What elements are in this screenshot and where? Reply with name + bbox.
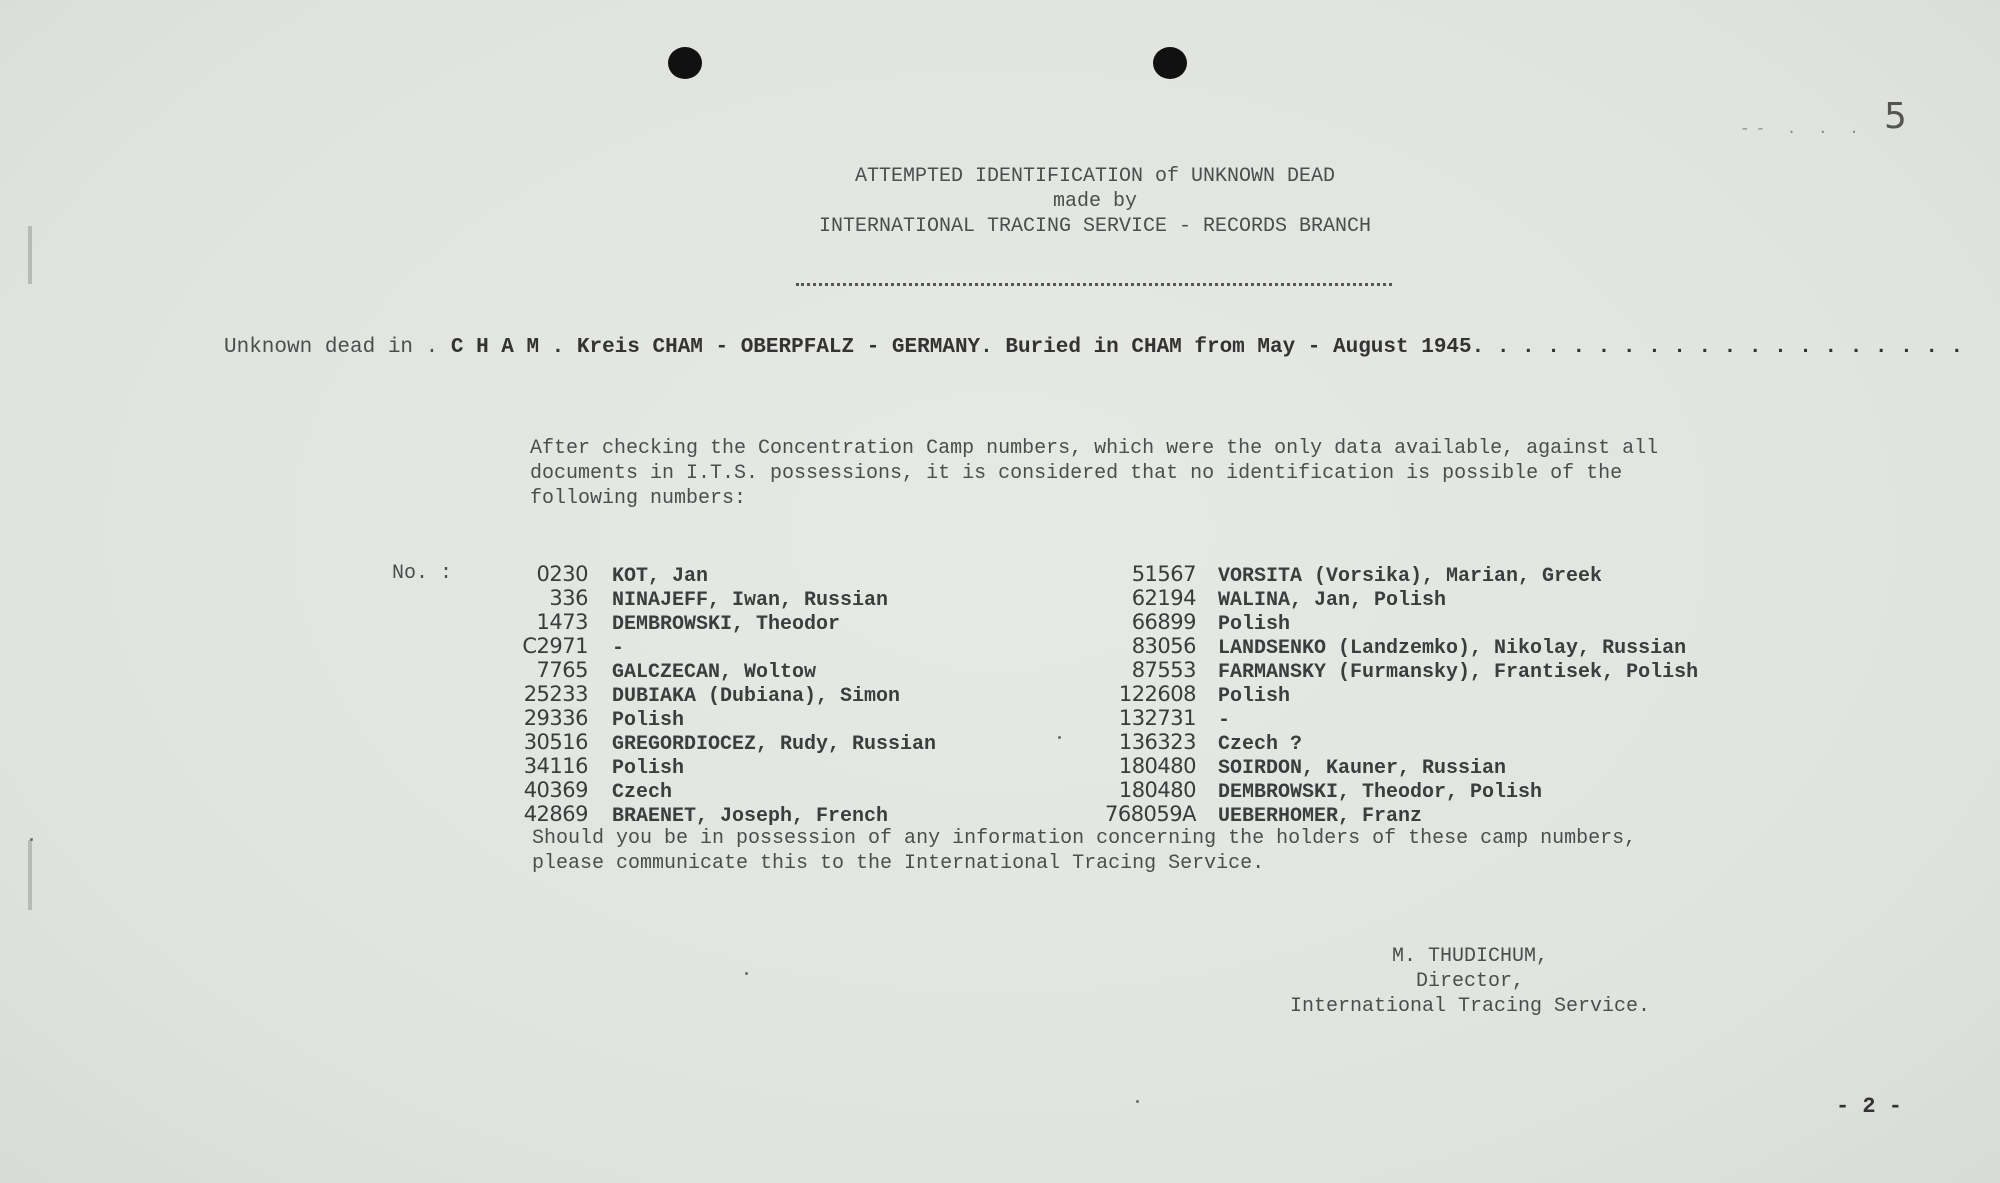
list-item <box>480 658 936 682</box>
camp-number: 136323 <box>1118 730 1196 754</box>
page-number: 5 <box>1884 96 1907 137</box>
entry-name: - <box>612 637 625 660</box>
pencil-mark: -- . . . <box>1740 120 1865 138</box>
edge-mark <box>28 840 32 910</box>
entry-name: LANDSENKO (Landzemko), Nikolay, Russian <box>1218 637 1687 660</box>
list-item <box>480 730 936 754</box>
location-detail: C H A M . Kreis CHAM - OBERPFALZ - GERMANY. Buried in CHAM from May - August 1945. <box>450 336 1485 359</box>
list-item <box>1090 658 1698 682</box>
entry-name: Polish <box>1218 685 1291 708</box>
closing-paragraph <box>532 826 1772 876</box>
entry-name: - <box>1218 709 1231 732</box>
list-item <box>1090 802 1698 826</box>
list-item <box>1090 754 1698 778</box>
entry-name: NINAJEFF, Iwan, Russian <box>612 589 889 612</box>
entry-name: WALINA, Jan, Polish <box>1218 589 1447 612</box>
entry-name: SOIRDON, Kauner, Russian <box>1218 757 1507 780</box>
entry-name: Czech <box>612 781 673 804</box>
camp-number: 51567 <box>1131 562 1196 586</box>
camp-number: 0230 <box>536 562 588 586</box>
header-made-by: made by <box>1052 190 1137 213</box>
intro-line: After checking the Concentration Camp numbers, which were the only data available, against all <box>530 437 1659 460</box>
camp-number: 122608 <box>1118 682 1196 706</box>
camp-number: 25233 <box>523 682 588 706</box>
entry-name: Polish <box>612 709 685 732</box>
location-leader: . . . . . . . . . . . . . . . . . . . <box>1496 336 1964 359</box>
list-item <box>480 682 936 706</box>
list-item <box>480 754 936 778</box>
document-header <box>700 164 1490 239</box>
entry-name: KOT, Jan <box>612 565 709 588</box>
signatory-name: M. THUDICHUM, <box>1391 945 1549 968</box>
camp-number: 768059A <box>1104 802 1196 826</box>
edge-mark <box>28 226 32 284</box>
list-item <box>1090 706 1698 730</box>
intro-line: documents in I.T.S. possessions, it is considered that no identification is possible of the <box>530 462 1623 485</box>
signature-block <box>1260 944 1680 1019</box>
camp-number: 132731 <box>1118 706 1196 730</box>
numbers-list-right <box>1090 562 1698 826</box>
camp-number: 40369 <box>523 778 588 802</box>
camp-number: 62194 <box>1131 586 1196 610</box>
entry-name: GREGORDIOCEZ, Rudy, Russian <box>612 733 937 756</box>
location-prefix: Unknown dead in . <box>224 336 439 359</box>
camp-number: 66899 <box>1131 610 1196 634</box>
header-title: ATTEMPTED IDENTIFICATION of UNKNOWN DEAD <box>854 165 1336 188</box>
entry-name: Polish <box>612 757 685 780</box>
camp-number: 180480 <box>1118 778 1196 802</box>
camp-number: 34116 <box>523 754 588 778</box>
intro-paragraph <box>530 436 1760 511</box>
entry-name: Polish <box>1218 613 1291 636</box>
location-line <box>224 336 1963 359</box>
intro-line: following numbers: <box>530 487 747 510</box>
paper-speck <box>30 838 33 841</box>
camp-number: 180480 <box>1118 754 1196 778</box>
entry-name: DEMBROWSKI, Theodor <box>612 613 841 636</box>
paper-speck <box>1058 736 1061 739</box>
entry-name: FARMANSKY (Furmansky), Frantisek, Polish <box>1218 661 1699 684</box>
camp-number: C2971 <box>522 634 588 658</box>
header-divider <box>796 283 1392 286</box>
numbers-label: No. : <box>392 562 453 585</box>
camp-number: 83056 <box>1131 634 1196 658</box>
paper-speck <box>1136 1100 1139 1103</box>
entry-name: GALCZECAN, Woltow <box>612 661 817 684</box>
entry-name: VORSITA (Vorsika), Marian, Greek <box>1218 565 1603 588</box>
list-item <box>1090 562 1698 586</box>
list-item <box>1090 634 1698 658</box>
list-item <box>480 562 936 586</box>
entry-name: DUBIAKA (Dubiana), Simon <box>612 685 901 708</box>
header-organization: INTERNATIONAL TRACING SERVICE - RECORDS BRANCH <box>818 215 1372 238</box>
signatory-title: Director, <box>1415 970 1525 993</box>
entry-name: BRAENET, Joseph, French <box>612 805 889 828</box>
camp-number: 29336 <box>523 706 588 730</box>
list-item <box>1090 586 1698 610</box>
camp-number: 42869 <box>523 802 588 826</box>
list-item <box>480 586 936 610</box>
closing-line: please communicate this to the International Tracing Service. <box>532 852 1265 875</box>
list-item <box>480 778 936 802</box>
camp-number: 87553 <box>1131 658 1196 682</box>
punch-hole-right <box>1153 47 1187 79</box>
camp-number: 1473 <box>536 610 588 634</box>
page-footer: - 2 - <box>1836 1094 1903 1119</box>
list-item <box>1090 778 1698 802</box>
list-item <box>480 634 936 658</box>
list-item <box>480 802 936 826</box>
list-item <box>480 706 936 730</box>
list-item <box>480 610 936 634</box>
numbers-list-left <box>480 562 936 826</box>
closing-line: Should you be in possession of any information concerning the holders of these camp numbers, <box>532 827 1637 850</box>
list-item <box>1090 682 1698 706</box>
camp-number: 336 <box>549 586 588 610</box>
entry-name: Czech ? <box>1218 733 1303 756</box>
entry-name: UEBERHOMER, Franz <box>1218 805 1423 828</box>
paper-speck <box>745 972 748 975</box>
list-item <box>1090 730 1698 754</box>
list-item <box>1090 610 1698 634</box>
signatory-organization: International Tracing Service. <box>1289 995 1651 1018</box>
camp-number: 30516 <box>523 730 588 754</box>
punch-hole-left <box>668 47 702 79</box>
camp-number: 7765 <box>536 658 588 682</box>
entry-name: DEMBROWSKI, Theodor, Polish <box>1218 781 1543 804</box>
